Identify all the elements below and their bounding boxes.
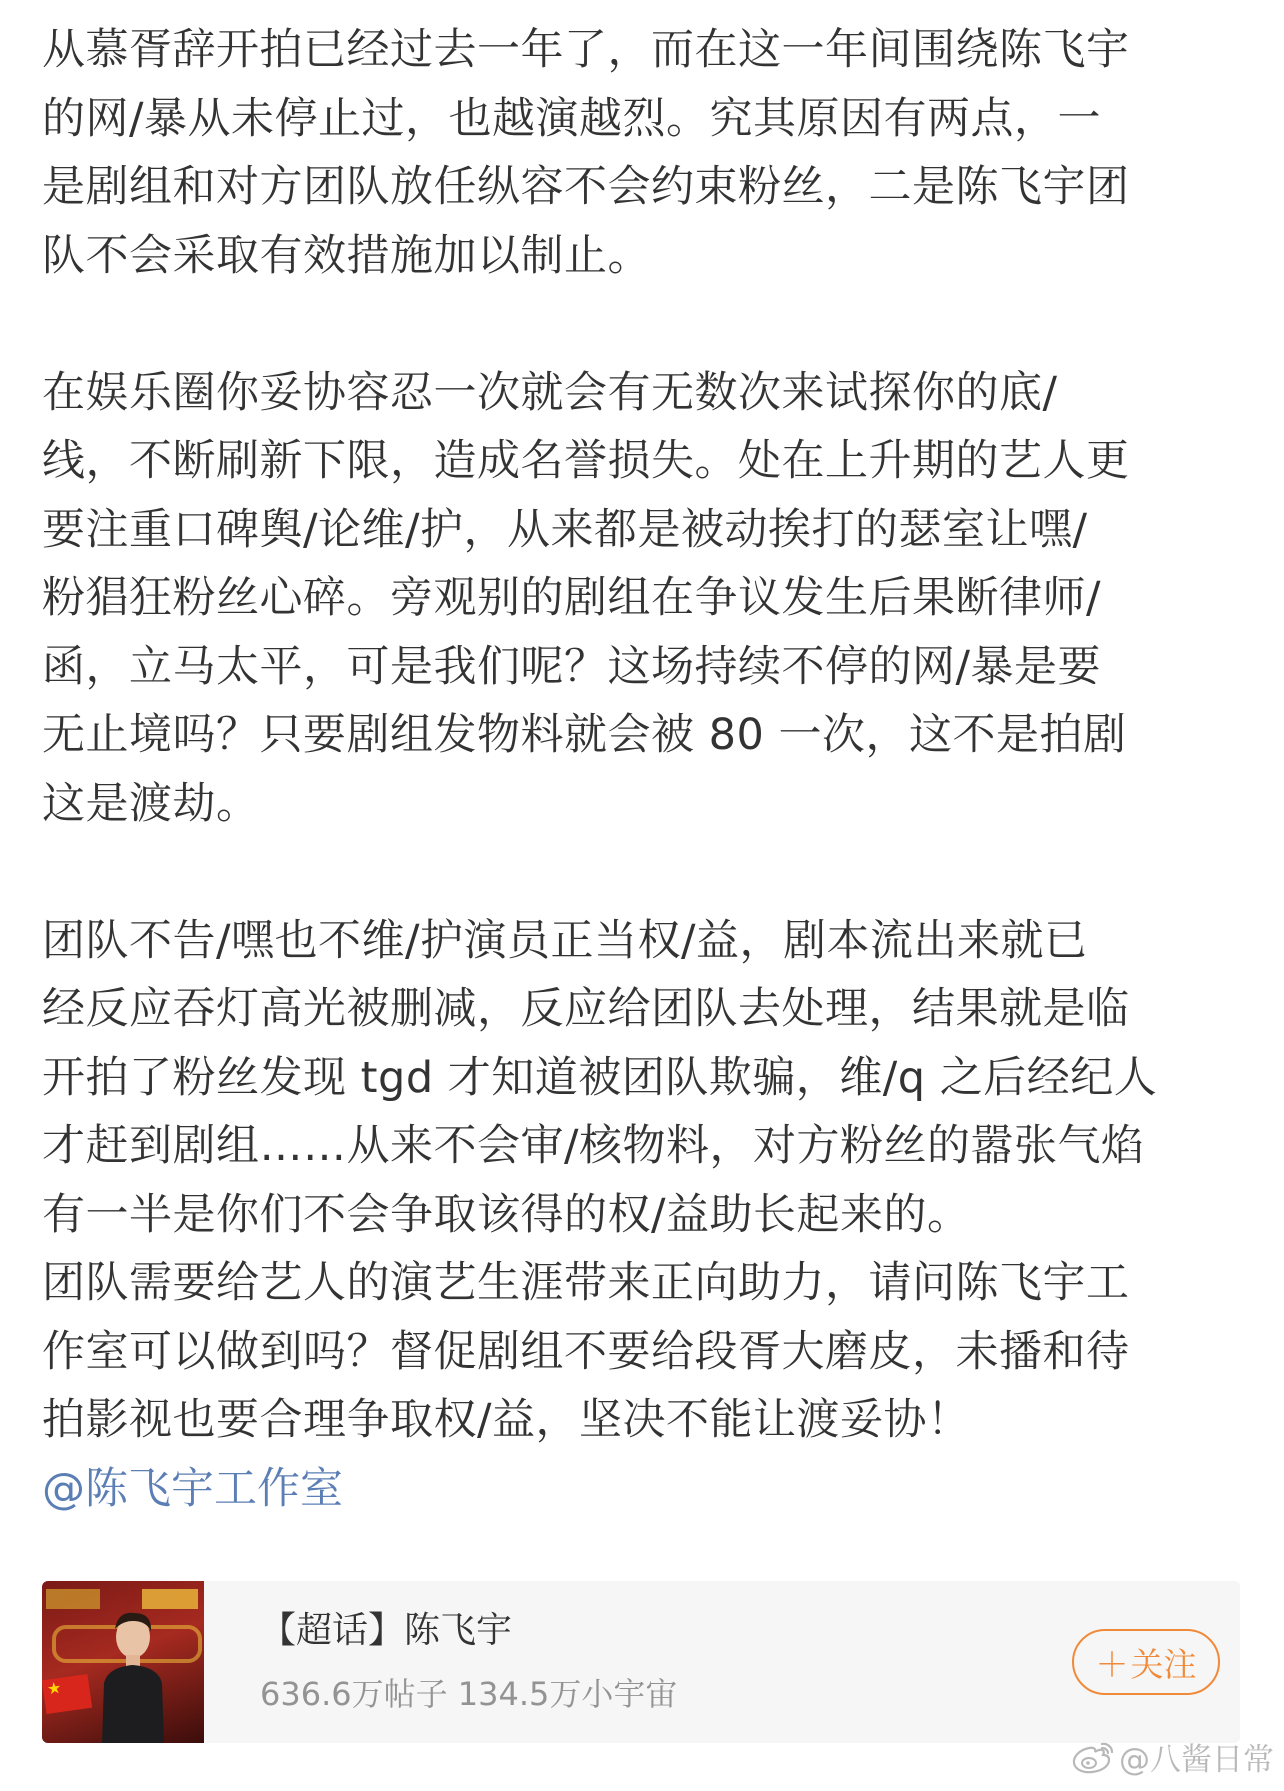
post-text-line: 经反应吞灯高光被删减，反应给团队去处理，结果就是临 <box>42 984 1130 1034</box>
cover-flag <box>42 1674 92 1714</box>
plus-icon: ＋ <box>1095 1644 1129 1684</box>
post-text-line: 线，不断刷新下限，造成名誉损失。处在上升期的艺人更 <box>42 436 1130 486</box>
post-text-line: 从慕胥辞开拍已经过去一年了，而在这一年间围绕陈飞宇 <box>42 25 1130 75</box>
watermark <box>1071 1734 1274 1779</box>
post-text-line: 队不会采取有效措施加以制止。 <box>42 230 651 281</box>
mention-link[interactable]: @陈飞宇工作室 <box>42 1463 343 1514</box>
topic-title[interactable]: 【超话】陈飞宇 <box>260 1610 513 1651</box>
post-text-line: 这是渡劫。 <box>42 778 260 829</box>
post-text-line: 无止境吗？只要剧组发物料就会被 80 一次，这不是拍剧 <box>42 710 1127 760</box>
post-text-line: 才赶到剧组……从来不会审/核物料，对方粉丝的嚣张气焰 <box>42 1121 1145 1171</box>
post-text-line: 开拍了粉丝发现 tgd 才知道被团队欺骗，维/q 之后经纪人 <box>42 1052 1158 1103</box>
post-text-line: 函，立马太平，可是我们呢？这场持续不停的网/暴是要 <box>42 641 1101 692</box>
cover-banner-right <box>142 1589 198 1609</box>
topic-cover-image[interactable] <box>42 1581 204 1743</box>
cover-person-figure <box>98 1607 168 1743</box>
super-topic-card[interactable] <box>42 1581 1240 1743</box>
post-text-line: 的网/暴从未停止过，也越演越烈。究其原因有两点，一 <box>42 93 1101 144</box>
weibo-logo-icon <box>1071 1740 1115 1774</box>
post-text-line: 团队不告/嘿也不维/护演员正当权/益，剧本流出来就已 <box>42 915 1088 966</box>
paragraph-spacer <box>42 838 1247 907</box>
follow-button[interactable] <box>1072 1629 1220 1695</box>
topic-stats: 636.6万帖子 134.5万小宇宙 <box>260 1675 678 1713</box>
post-paragraph-1 <box>42 16 1247 290</box>
post-text-line: 拍影视也要合理争取权/益，坚决不能让渡妥协！ <box>42 1395 971 1445</box>
post-text-line: 要注重口碑舆/论维/护，从来都是被动挨打的瑟室让嘿/ <box>42 504 1088 555</box>
cover-banner-left <box>46 1589 100 1609</box>
post-text-line: 是剧组和对方团队放任纵容不会约束粉丝，二是陈飞宇团 <box>42 162 1130 212</box>
post-text-line: 团队需要给艺人的演艺生涯带来正向助力，请问陈飞宇工 <box>42 1258 1130 1308</box>
post-text-line: 在娱乐圈你妥协容忍一次就会有无数次来试探你的底/ <box>42 367 1058 418</box>
paragraph-spacer <box>42 290 1247 359</box>
post-text-line: 作室可以做到吗？督促剧组不要给段胥大磨皮，未播和待 <box>42 1326 1130 1377</box>
post-text-line: 有一半是你们不会争取该得的权/益助长起来的。 <box>42 1189 971 1240</box>
post-paragraph-2 <box>42 359 1247 839</box>
post-text-line: 粉猖狂粉丝心碎。旁观别的剧组在争议发生后果断律师/ <box>42 573 1101 623</box>
follow-label: 关注 <box>1130 1644 1197 1684</box>
watermark-text: @八酱日常 <box>1119 1742 1274 1778</box>
post-paragraph-3 <box>42 907 1247 1455</box>
post-body <box>42 16 1247 1523</box>
